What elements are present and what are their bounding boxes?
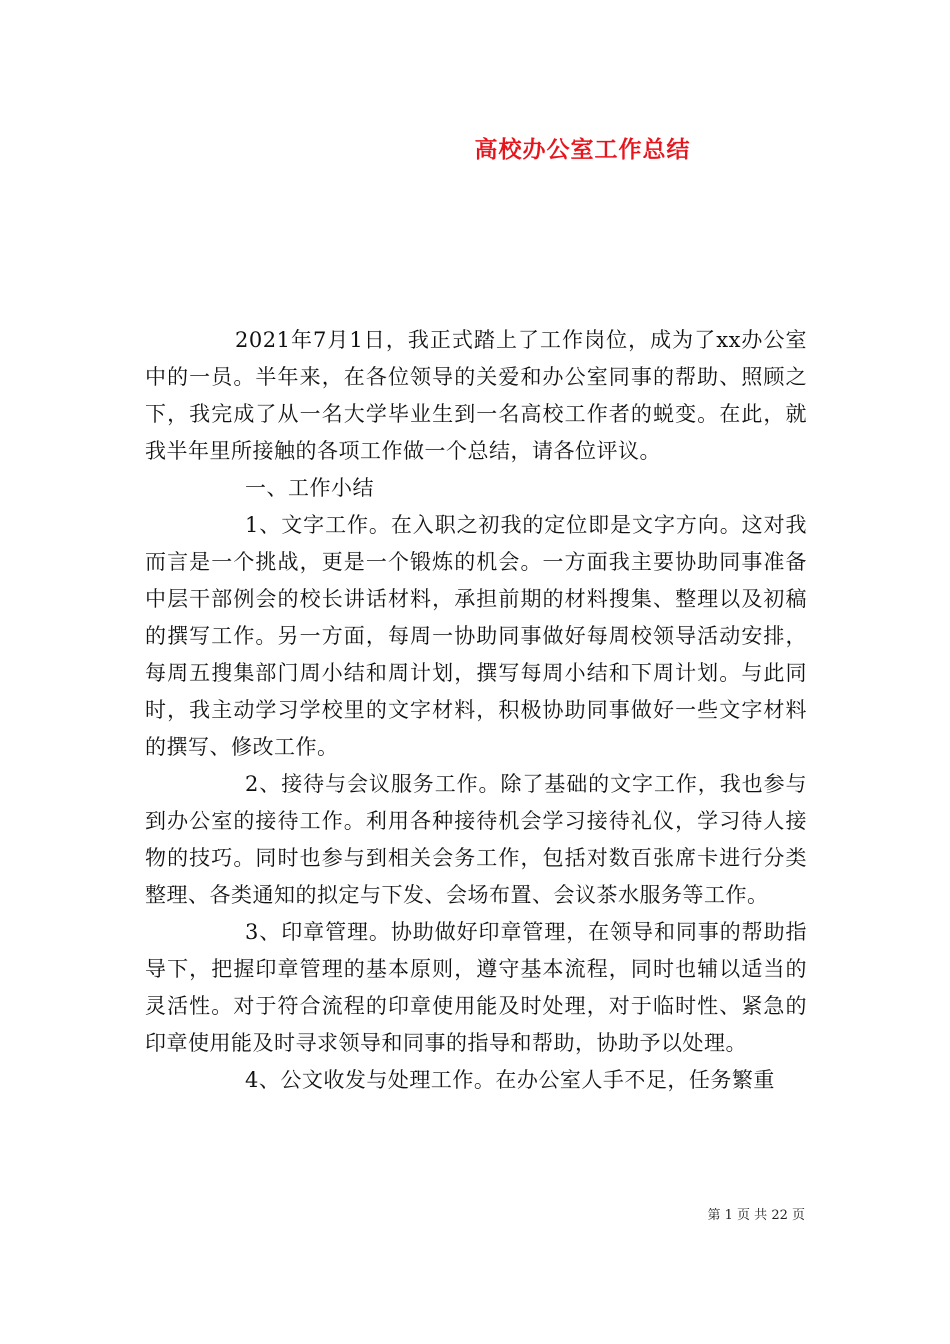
paragraph-intro: 2021年7月1日，我正式踏上了工作岗位，成为了xx办公室中的一员。半年来，在各位领导的关爱和办公室同事的帮助、照顾之下，我完成了从一名大学毕业生到一名高校工作者的蜕变。在此，就我半年里所接触的各项工作做一个总结，请各位评议。: [145, 328, 807, 463]
document-body: [145, 322, 807, 1099]
paragraph-item-3: 3、印章管理。协助做好印章管理，在领导和同事的帮助指导下，把握印章管理的基本原则，遵守基本流程，同时也辅以适当的灵活性。对于符合流程的印章使用能及时处理，对于临时性、紧急的印章使用能及时寻求领导和同事的指导和帮助，协助予以处理。: [145, 920, 807, 1055]
document-title: 高校办公室工作总结: [474, 137, 691, 163]
paragraph-item-4: 4、公文收发与处理工作。在办公室人手不足，任务繁重: [245, 1068, 775, 1092]
paragraph-item-1: 1、文字工作。在入职之初我的定位即是文字方向。这对我而言是一个挑战，更是一个锻炼的机会。一方面我主要协助同事准备中层干部例会的校长讲话材料，承担前期的材料搜集、整理以及初稿的撰写工作。另一方面，每周一协助同事做好每周校领导活动安排，每周五搜集部门周小结和周计划，撰写每周小结和下周计划。与此同时，我主动学习学校里的文字材料，积极协助同事做好一些文字材料的撰写、修改工作。: [145, 513, 807, 759]
section-heading: 一、工作小结: [245, 476, 374, 500]
page-footer: 第 1 页 共 22 页: [707, 1208, 805, 1223]
paragraph-item-2: 2、接待与会议服务工作。除了基础的文字工作，我也参与到办公室的接待工作。利用各种接待机会学习接待礼仪，学习待人接物的技巧。同时也参与到相关会务工作，包括对数百张席卡进行分类整理、各类通知的拟定与下发、会场布置、会议茶水服务等工作。: [145, 772, 807, 907]
